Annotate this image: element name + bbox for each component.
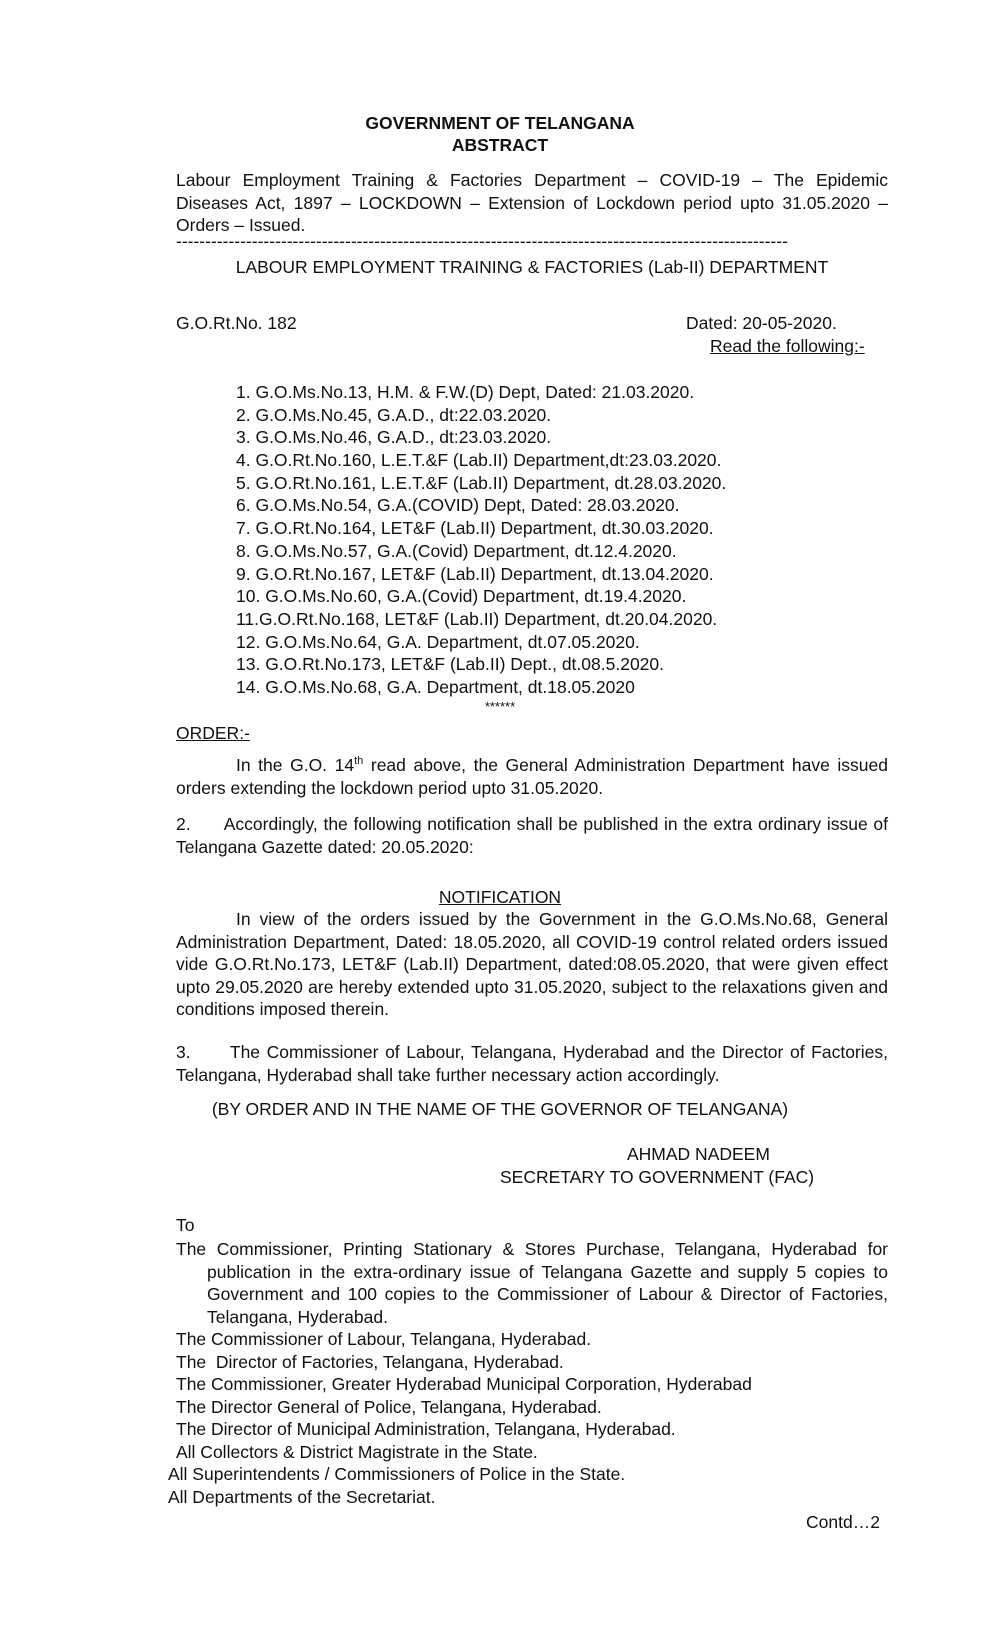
- reference-item: 2. G.O.Ms.No.45, G.A.D., dt:22.03.2020.: [236, 404, 552, 425]
- distribution-item: The Director General of Police, Telangana, Hyderabad.: [176, 1396, 602, 1417]
- government-heading: GOVERNMENT OF TELANGANA: [365, 113, 635, 133]
- signatory-name: AHMAD NADEEM: [627, 1144, 770, 1164]
- order-paragraph-1: [176, 754, 888, 799]
- order-para1-superscript: th: [354, 755, 364, 768]
- to-label: To: [176, 1215, 195, 1235]
- stars-separator: ******: [484, 699, 516, 714]
- distribution-item: All Collectors & District Magistrate in the State.: [176, 1441, 538, 1462]
- reference-item: 11.G.O.Rt.No.168, LET&F (Lab.II) Department, dt.20.04.2020.: [236, 608, 718, 629]
- reference-item: 8. G.O.Ms.No.57, G.A.(Covid) Department, dt.12.4.2020.: [236, 540, 677, 561]
- reference-list: [236, 381, 726, 699]
- reference-item: 7. G.O.Rt.No.164, LET&F (Lab.II) Department, dt.30.03.2020.: [236, 518, 714, 539]
- distribution-item: The Director of Factories, Telangana, Hyderabad.: [176, 1351, 564, 1372]
- distribution-item: The Commissioner of Labour, Telangana, Hyderabad.: [176, 1329, 592, 1349]
- paragraph-3: 3. The Commissioner of Labour, Telangana, Hyderabad and the Director of Factories, Telangana, Hyderabad shall take further necessary action accordingly.: [176, 1042, 893, 1085]
- distribution-list: [168, 1238, 888, 1508]
- reference-item: 13. G.O.Rt.No.173, LET&F (Lab.II) Dept., dt.08.5.2020.: [236, 654, 664, 675]
- reference-item: 14. G.O.Ms.No.68, G.A. Department, dt.18.05.2020: [236, 676, 635, 697]
- reference-item: 5. G.O.Rt.No.161, L.E.T.&F (Lab.II) Department, dt.28.03.2020.: [236, 472, 727, 493]
- distribution-item: The Director of Municipal Administration, Telangana, Hyderabad.: [176, 1419, 676, 1439]
- separator-line: ---------------------------------------------------------------------------------------------------------: [176, 232, 788, 250]
- department-heading: LABOUR EMPLOYMENT TRAINING & FACTORIES (Lab-II) DEPARTMENT: [235, 257, 829, 277]
- subject-text: Labour Employment Training & Factories Department – COVID-19 – The Epidemic Diseases Act, 1897 – LOCKDOWN – Extension of Lockdown period upto 31.05.2020 – Orders – Issued.: [176, 170, 888, 235]
- notification-body: In view of the orders issued by the Government in the G.O.Ms.No.68, General Administration Department, Dated: 18.05.2020, all COVID-19 control related orders issued vide G.O.Rt.No.173, LET&F (Lab.II) Department, dated:08.05.2020, that were given effect upto 29.05.2020 are hereby extended upto 31.05.2020, subject to the relaxations given and conditions imposed therein.: [176, 909, 888, 1019]
- distribution-item: All Departments of the Secretariat.: [168, 1486, 436, 1507]
- reference-item: 1. G.O.Ms.No.13, H.M. & F.W.(D) Dept, Dated: 21.03.2020.: [236, 382, 695, 402]
- reference-item: 6. G.O.Ms.No.54, G.A.(COVID) Dept, Dated: 28.03.2020.: [236, 495, 680, 516]
- signatory-title: SECRETARY TO GOVERNMENT (FAC): [500, 1167, 815, 1187]
- reference-item: 3. G.O.Ms.No.46, G.A.D., dt:23.03.2020.: [236, 427, 552, 448]
- reference-item: 10. G.O.Ms.No.60, G.A.(Covid) Department, dt.19.4.2020.: [236, 586, 687, 607]
- reference-item: 4. G.O.Rt.No.160, L.E.T.&F (Lab.II) Department,dt:23.03.2020.: [236, 450, 722, 471]
- distribution-item: The Commissioner, Greater Hyderabad Municipal Corporation, Hyderabad: [176, 1374, 752, 1394]
- order-paragraph-2: 2. Accordingly, the following notification shall be published in the extra ordinary issue of Telangana Gazette dated: 20.05.2020:: [176, 814, 893, 857]
- distribution-item: All Superintendents / Commissioners of Police in the State.: [168, 1464, 626, 1484]
- go-date: Dated: 20-05-2020.: [686, 313, 837, 333]
- order-para1-end: read above, the General Administration Department have issued orders extending the lockdown period upto 31.05.2020.: [176, 755, 888, 798]
- reference-item: 12. G.O.Ms.No.64, G.A. Department, dt.07.05.2020.: [236, 631, 640, 652]
- abstract-heading: ABSTRACT: [451, 135, 549, 155]
- continued-marker: Contd…2: [806, 1512, 880, 1532]
- order-para1-start: In the G.O. 14: [236, 755, 355, 775]
- notification-heading: NOTIFICATION: [438, 887, 562, 907]
- read-following: Read the following:-: [710, 336, 865, 356]
- order-heading: ORDER:-: [176, 723, 250, 743]
- reference-item: 9. G.O.Rt.No.167, LET&F (Lab.II) Department, dt.13.04.2020.: [236, 563, 714, 584]
- distribution-item: The Commissioner, Printing Stationary & Stores Purchase, Telangana, Hyderabad for publication in the extra-ordinary issue of Telangana Gazette and supply 5 copies to Government and 100 copies to the Commissioner of Labour & Director of Factories, Telangana, Hyderabad.: [176, 1239, 888, 1327]
- go-number: G.O.Rt.No. 182: [176, 313, 297, 333]
- by-order-line: (BY ORDER AND IN THE NAME OF THE GOVERNOR OF TELANGANA): [211, 1099, 789, 1119]
